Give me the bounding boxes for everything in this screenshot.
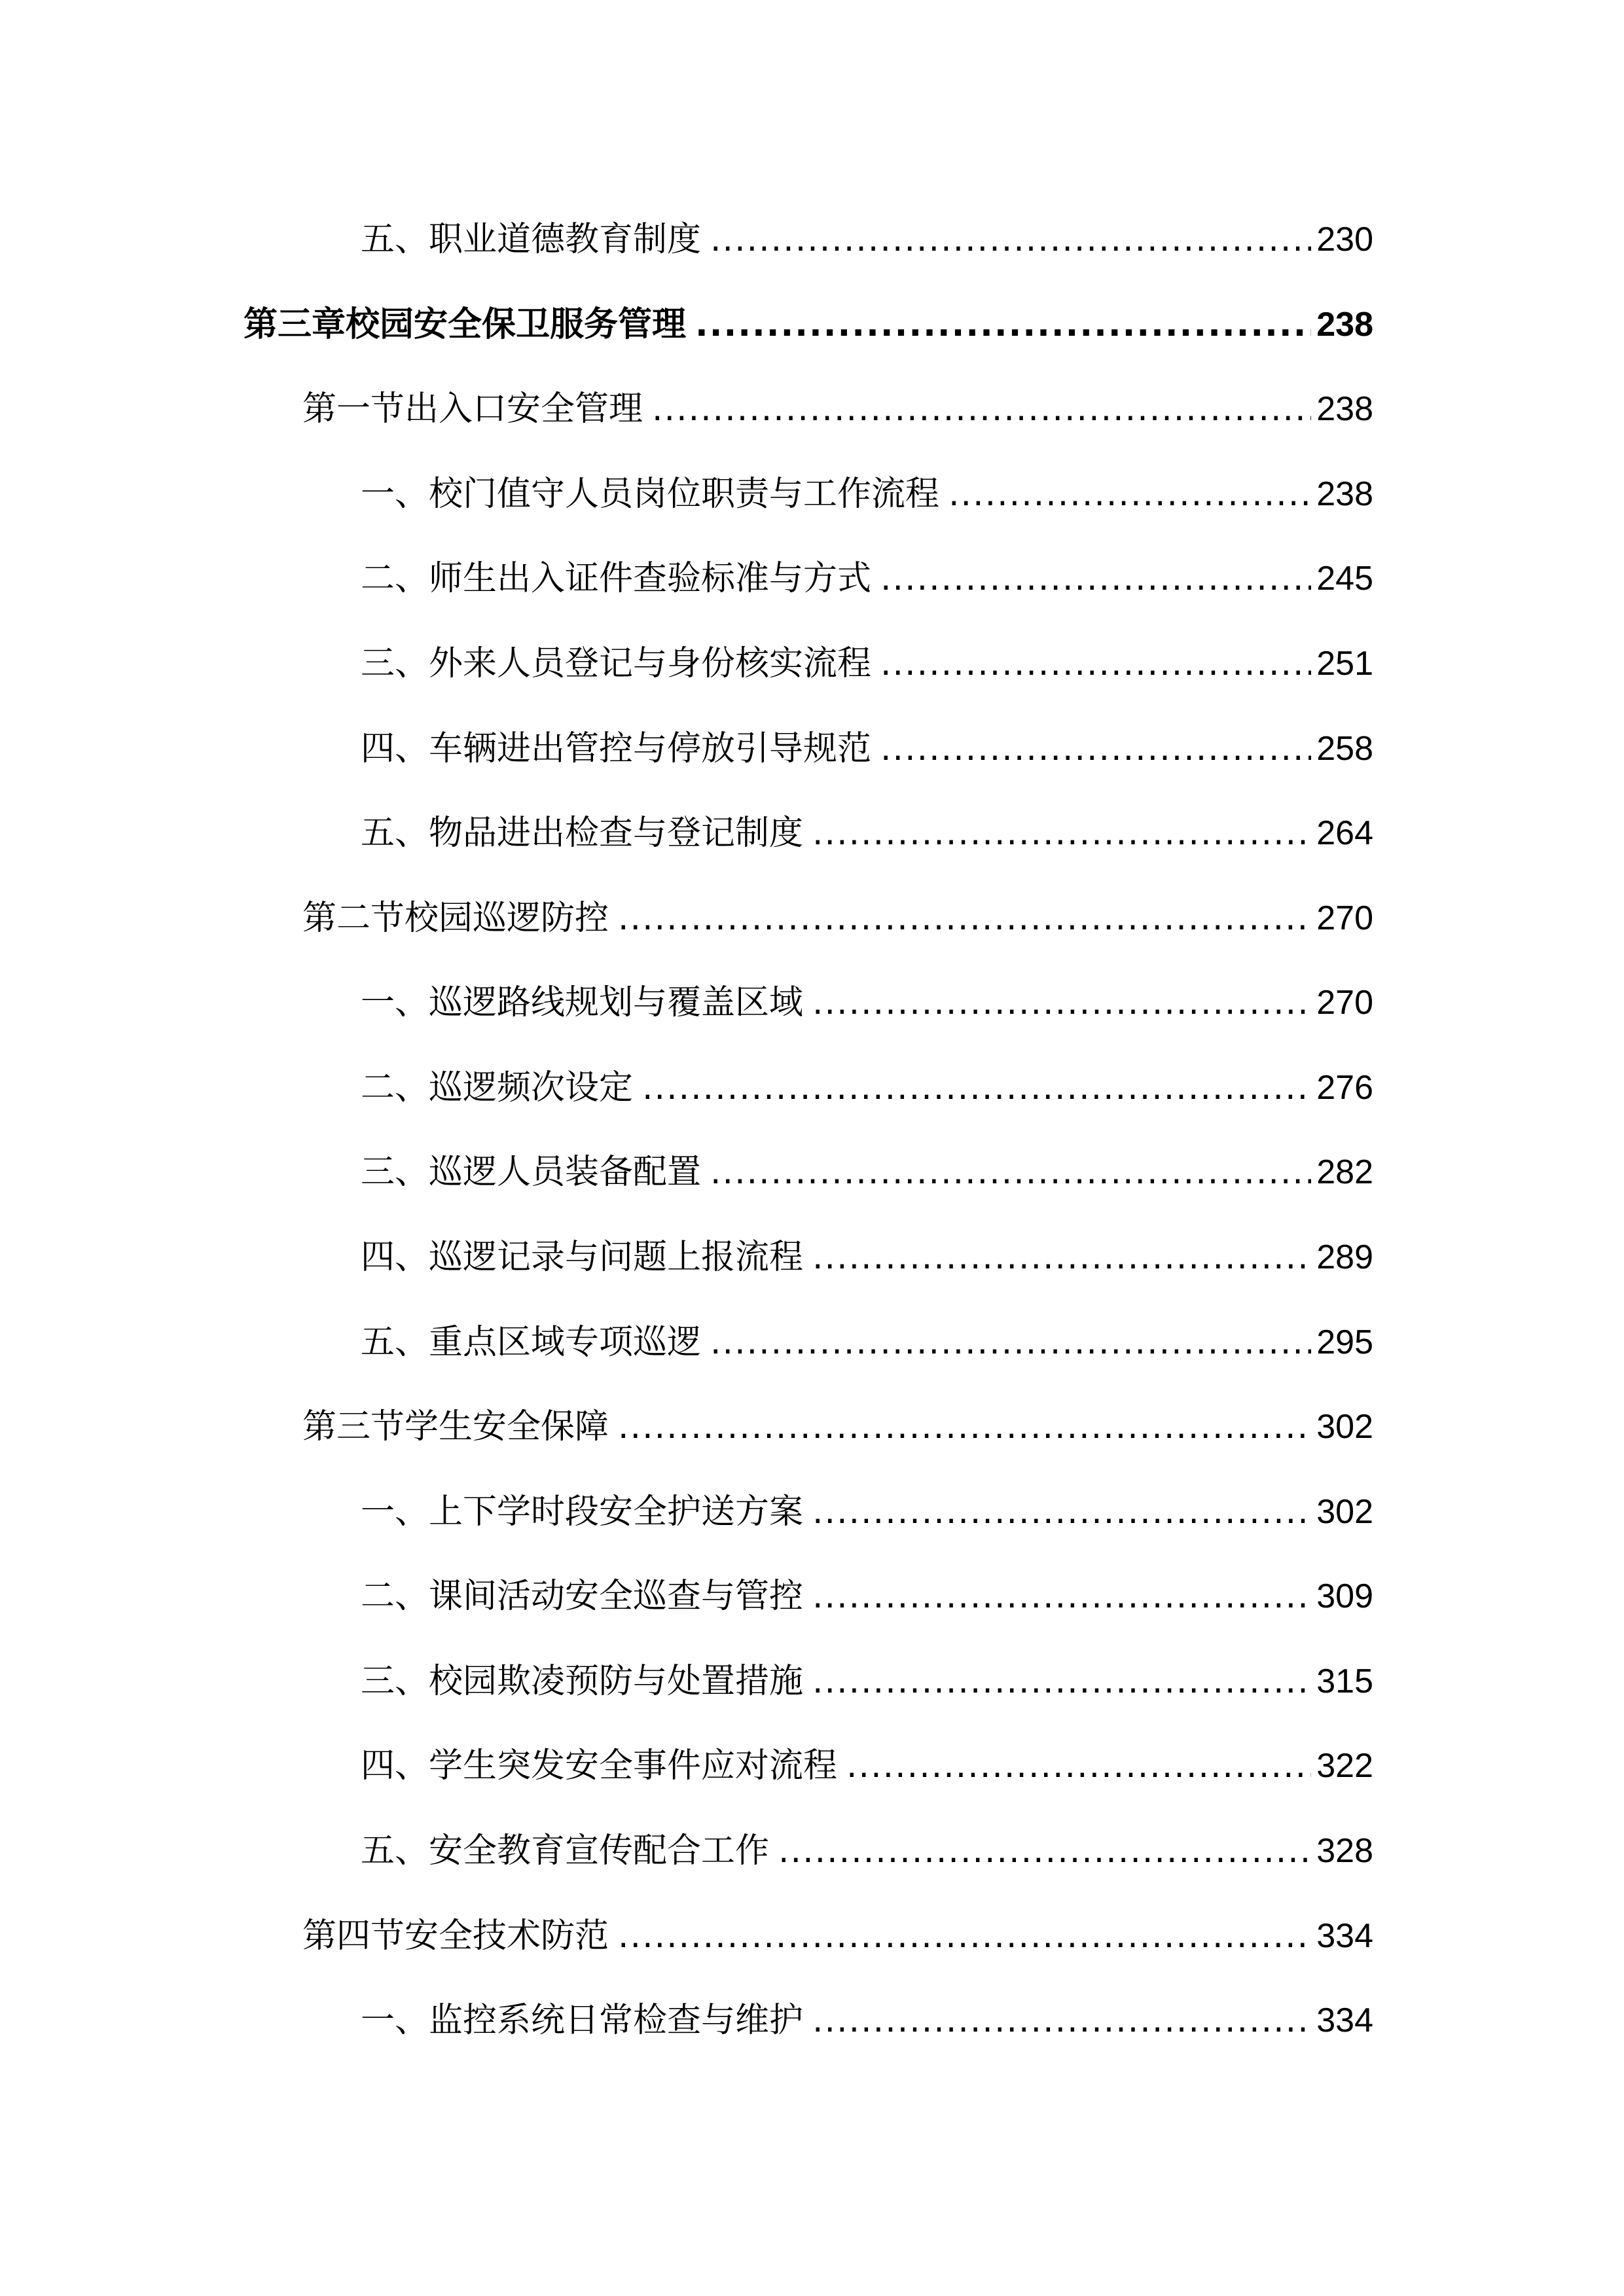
toc-entry-title: 第四节安全技术防范 — [302, 1916, 609, 1956]
toc-leader-dots — [618, 892, 1311, 944]
toc-leader-dots — [710, 213, 1311, 266]
toc-entry[interactable] — [361, 637, 1373, 690]
toc-entry-page: 334 — [1316, 2001, 1373, 2039]
toc-entry-section[interactable] — [302, 1910, 1373, 1962]
toc-entry[interactable] — [361, 1655, 1373, 1708]
toc-entry-page: 238 — [1316, 475, 1373, 513]
toc-entry-page: 238 — [1316, 306, 1373, 344]
toc-leader-dots — [880, 723, 1311, 775]
toc-entry-title: 五、重点区域专项巡逻 — [361, 1323, 702, 1362]
toc-leader-dots — [812, 1570, 1311, 1623]
toc-entry-section[interactable] — [302, 892, 1373, 944]
toc-entry-title: 一、校门值守人员岗位职责与工作流程 — [361, 475, 940, 514]
toc-entry-page: 270 — [1316, 899, 1373, 937]
toc-entry-page: 282 — [1316, 1153, 1373, 1191]
toc-entry[interactable] — [361, 1825, 1373, 1877]
toc-entry-page: 238 — [1316, 390, 1373, 428]
toc-entry-page: 245 — [1316, 560, 1373, 598]
toc-entry-title: 二、师生出入证件查验标准与方式 — [361, 559, 872, 598]
toc-entry-title: 第一节出入口安全管理 — [302, 389, 643, 429]
toc-leader-dots — [695, 298, 1311, 351]
toc-entry[interactable] — [361, 1316, 1373, 1369]
toc-leader-dots — [652, 383, 1311, 435]
toc-entry[interactable] — [361, 1231, 1373, 1283]
toc-entry[interactable] — [361, 977, 1373, 1029]
toc-leader-dots — [812, 1486, 1311, 1538]
toc-leader-dots — [618, 1401, 1311, 1453]
toc-entry-page: 270 — [1316, 984, 1373, 1022]
toc-entry-page: 264 — [1316, 814, 1373, 852]
toc-entry-title: 四、车辆进出管控与停放引导规范 — [361, 729, 872, 768]
toc-leader-dots — [846, 1740, 1311, 1792]
toc-entry-title: 第三章校园安全保卫服务管理 — [244, 305, 687, 344]
toc-entry-page: 251 — [1316, 645, 1373, 683]
toc-entry-title: 一、巡逻路线规划与覆盖区域 — [361, 983, 804, 1022]
toc-entry[interactable] — [361, 807, 1373, 859]
toc-entry[interactable] — [361, 1740, 1373, 1792]
toc-entry-page: 309 — [1316, 1577, 1373, 1615]
toc-entry-title: 三、外来人员登记与身份核实流程 — [361, 644, 872, 683]
toc-leader-dots — [812, 1231, 1311, 1283]
toc-entry[interactable] — [361, 1062, 1373, 1114]
toc-leader-dots — [812, 1655, 1311, 1708]
toc-entry-page: 315 — [1316, 1662, 1373, 1700]
toc-entry[interactable] — [361, 552, 1373, 605]
toc-entry-page: 295 — [1316, 1323, 1373, 1361]
toc-entry[interactable] — [361, 1570, 1373, 1623]
toc-entry-page: 322 — [1316, 1747, 1373, 1785]
toc-entry-title: 五、物品进出检查与登记制度 — [361, 814, 804, 853]
toc-entry-title: 二、巡逻频次设定 — [361, 1068, 634, 1107]
toc-leader-dots — [618, 1910, 1311, 1962]
toc-entry-section[interactable] — [302, 383, 1373, 435]
toc-leader-dots — [948, 468, 1311, 520]
toc-entry-page: 230 — [1316, 221, 1373, 259]
toc-entry-page: 334 — [1316, 1917, 1373, 1955]
toc-leader-dots — [880, 552, 1311, 605]
toc-entry[interactable] — [361, 1486, 1373, 1538]
toc-entry-page: 289 — [1316, 1238, 1373, 1276]
toc-leader-dots — [778, 1825, 1311, 1877]
toc-entry-title: 第三节学生安全保障 — [302, 1407, 609, 1446]
toc-entry-title: 第二节校园巡逻防控 — [302, 899, 609, 938]
toc-entry-page: 328 — [1316, 1832, 1373, 1870]
toc-entry-chapter[interactable] — [244, 298, 1373, 351]
toc-leader-dots — [880, 637, 1311, 690]
toc-leader-dots — [812, 977, 1311, 1029]
toc-entry-title: 五、职业道德教育制度 — [361, 220, 702, 259]
toc-entry-page: 302 — [1316, 1408, 1373, 1446]
toc-entry-page: 276 — [1316, 1069, 1373, 1107]
toc-entry[interactable] — [361, 723, 1373, 775]
toc-entry-title: 一、监控系统日常检查与维护 — [361, 2001, 804, 2040]
toc-leader-dots — [812, 1994, 1311, 2047]
toc-entry[interactable] — [361, 213, 1373, 266]
toc-entry[interactable] — [361, 468, 1373, 520]
toc-leader-dots — [710, 1146, 1311, 1198]
toc-entry[interactable] — [361, 1994, 1373, 2047]
toc-entry-title: 一、上下学时段安全护送方案 — [361, 1492, 804, 1532]
toc-entry[interactable] — [361, 1146, 1373, 1198]
toc-entry-title: 二、课间活动安全巡查与管控 — [361, 1577, 804, 1616]
toc-entry-page: 258 — [1316, 730, 1373, 768]
toc-entry-title: 五、安全教育宣传配合工作 — [361, 1831, 770, 1871]
toc-leader-dots — [812, 807, 1311, 859]
toc-leader-dots — [710, 1316, 1311, 1369]
toc-entry-title: 三、校园欺凌预防与处置措施 — [361, 1662, 804, 1701]
toc-leader-dots — [642, 1062, 1311, 1114]
toc-entry-title: 四、巡逻记录与问题上报流程 — [361, 1238, 804, 1277]
toc-entry-title: 四、学生突发安全事件应对流程 — [361, 1746, 838, 1785]
toc-entry-section[interactable] — [302, 1401, 1373, 1453]
toc-entry-title: 三、巡逻人员装备配置 — [361, 1153, 702, 1192]
toc-entry-page: 302 — [1316, 1493, 1373, 1531]
